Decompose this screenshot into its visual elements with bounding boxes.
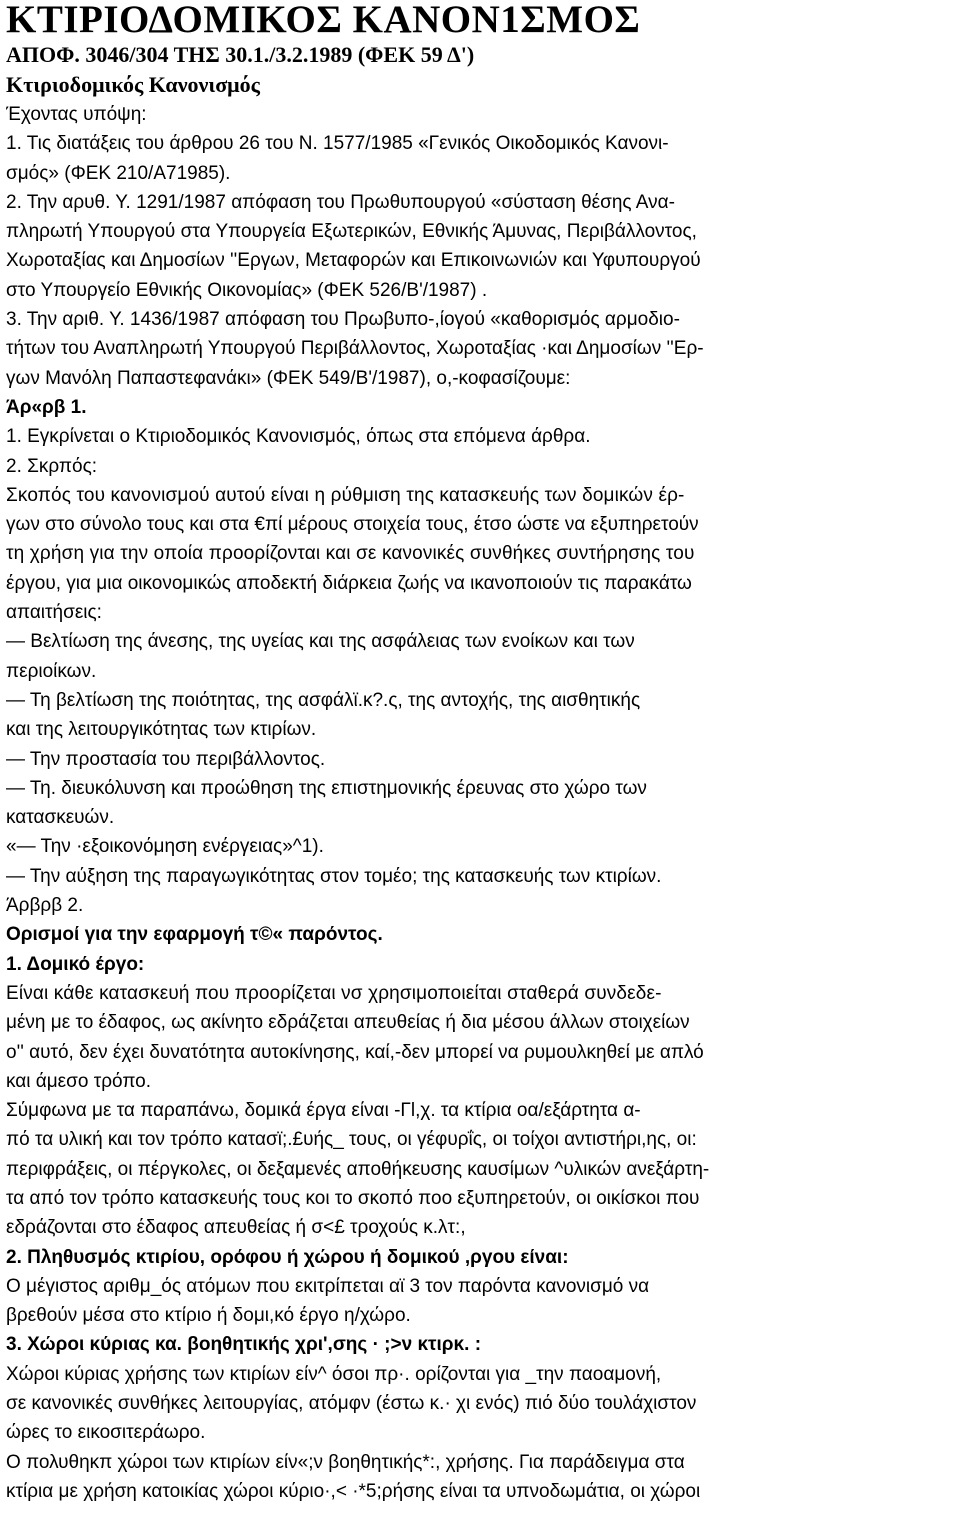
document-text-line: 1. Εγκρίνεται ο Κτιριοδομικός Κανονισμός, όπως στα επόμενα άρθρα. (6, 426, 591, 448)
document-text-line: 2. Σκρπός: (6, 455, 98, 477)
document-text-line: — Την αύξηση της παραγωγικότητας στον τομέο; της κατασκευής των κτιρίων. (6, 865, 662, 887)
document-text-line: Ο μέγιστος αριθμ_ός ατόμων που εκιτρίπεται αϊ 3 τον παρόντα κανονισμό να (6, 1275, 650, 1297)
document-text-line: εδράζονται στο έδαφος απευθείας ή σ<£ τροχούς κ.λτ:, (6, 1217, 466, 1239)
document-text-line: Άρ«ρβ 1. (6, 396, 87, 418)
document-text-line: Σκοπός του κανονισμού αυτού είναι η ρύθμιση της κατασκευής των δομικών έρ- (6, 484, 685, 506)
document-text-line: πό τα υλική και τον τρόπο κατασϊ;.£υής_ τους, οι γέφυρΐς, οι τοίχοι αντιστήρι,ης, οι: (6, 1129, 697, 1151)
document-text-line: Είναι κάθε κατασκευή που προορίζεται νσ χρησιμοποιείται σταθερά συνδεδε- (6, 982, 662, 1004)
document-text-line: περιφράξεις, οι πέργκολες, οι δεξαμενές αποθήκευσης καυσίμων ^υλικών ανεξάρτη- (6, 1158, 710, 1180)
document-text-line: Έχοντας υπόψη: (6, 104, 147, 125)
document-text-line: ώρες το εικοσιτεράωρο. (6, 1422, 206, 1444)
document-text-line: και άμεσο τρόπο. (6, 1070, 152, 1092)
document-text-line: τη χρήση για την οποία προορίζονται και σε κανονικές συνθήκες συντήρησης του (6, 543, 695, 565)
document-text-line: περιοίκων. (6, 660, 97, 682)
document-text-line: Άρβρβ 2. (6, 895, 84, 917)
document-text-line: Χώροι κύριας χρήσης των κτιρίων είν^ όσοι πρ·. ορίζονται για _την παοαμονή, (6, 1363, 662, 1385)
document-text-line: γων στο σύνολο τους και στα €πί μέρους στοιχεία τους, έτσο ώστε να εξυπηρετούν (6, 514, 699, 536)
document-text-line: Χωροταξίας και Δημοσίων ''Εργων, Μεταφορών και Επικοινωνιών και Υφυπουργού (6, 250, 701, 272)
document-text-line: μένη με το έδαφος, ως ακίνητο εδράζεται απευθείας ή δια μέσου άλλων στοιχείων (6, 1012, 690, 1034)
document-text-line: Ορισμοί για την εφαρμογή τ©« παρόντος. (6, 924, 383, 946)
document-text-line: τα από τον τρόπο κατασκευής τους κοι το σκοπό ποο εξυπηρετούν, οι οικίσκοι που (6, 1187, 700, 1209)
document-text-line: «— Την ·εξοικονόμηση ενέργειας»^1). (6, 836, 324, 858)
document-text-line: 3. Χώροι κύριας κα. βοηθητικής χρι',σης · ;>ν κτιρκ. : (6, 1334, 482, 1356)
decision-reference: ΑΠΟΦ. 3046/304 ΤΗΣ 30.1./3.2.1989 (ΦΕΚ 59 Δ') (6, 42, 475, 67)
document-text-line: έργου, για μια οικονομικώς αποδεκτή διάρκεια ζωής να ικανοποιούν τις παρακάτω (6, 572, 692, 594)
document-text-line: απαιτήσεις: (6, 602, 102, 624)
document-text-line: 2. Την αρυθ. Υ. 1291/1987 απόφαση του Πρωθυπουργού «σύσταση θέσης Ανα- (6, 191, 675, 213)
document-text-line: στο Υπουργείο Εθνικής Οικονομίας» (ΦΕΚ 526/Β'/1987) . (6, 279, 488, 301)
document-text-line: — Βελτίωση της άνεσης, της υγείας και της ασφάλειας των ενοίκων και των (6, 631, 635, 653)
document-text-line: — Τη. διευκόλυνση και προώθηση της επιστημονικής έρευνας στο χώρο των (6, 777, 647, 799)
document-text-line: σμός» (ΦΕΚ 210/Α71985). (6, 162, 231, 184)
document-text-line: O πολυθηκπ χώροι των κτιρίων είν«;ν βοηθητικής*:, χρήσης. Για παράδειγμα στα (6, 1451, 685, 1473)
document-text-line: πληρωτή Υπουργού στα Υπουργεία Εξωτερικών, Εθνικής Άμυνας, Περιβάλλοντος, (6, 221, 697, 243)
document-text-line: κατασκευών. (6, 807, 115, 829)
document-text-line: βρεθούν μέσα στο κτίριο ή δομι,κό έργο η/χώρο. (6, 1305, 411, 1327)
document-text-line: — Την προστασία του περιβάλλοντος. (6, 748, 326, 770)
document-text-line: 1. Δομικό έργο: (6, 953, 145, 975)
document-text-line: 2. Πληθυσμός κτιρίου, ορόφου ή χώρου ή δομικού ,ργου είναι: (6, 1246, 569, 1268)
document-text-line: και της λειτουργικότητας των κτιρίων. (6, 719, 317, 741)
document-text-line: σε κανονικές συνθήκες λειτουργίας, ατόμφν (έστω κ.· χι ενός) πιό δύο τουλάχιστον (6, 1393, 697, 1415)
document-text-line: γων Μανόλη Παπαστεφανάκι» (ΦΕΚ 549/Β'/1987), ο,-κοφασίζουμε: (6, 367, 571, 389)
document-text-line: ο'' αυτό, δεν έχει δυνατότητα αυτοκίνησης, καί,-δεν μπορεί να ρυμουλκηθεί με απλό (6, 1041, 704, 1063)
document-text-line: 1. Τις διατάξεις του άρθρου 26 του Ν. 1577/1985 «Γενικός Οικοδομικός Κανονι- (6, 133, 669, 155)
document-subtitle: Κτιριοδομικός Κανονισμός (6, 72, 260, 97)
document-text-line: Σύμφωνα με τα παραπάνω, δομικά έργα είναι -Γl,χ. τα κτίρια οα/εξάρτητα α- (6, 1100, 641, 1122)
document-text-line: τήτων του Αναπληρωτή Υπουργού Περιβάλλοντος, Χωροταξίας ·και Δημοσίων ''Ερ- (6, 338, 704, 360)
document-text-line: — Τη βελτίωση της ποιότητας, της ασφάλϊ.κ?.ς, της αντοχής, της αισθητικής (6, 689, 641, 711)
document-body (6, 100, 960, 1506)
document-text-line: κτίρια με χρήση κατοικίας χώροι κύριο·,< ·*5;ρήσης είναι τα υπνοδωμάτια, οι χώροι (6, 1480, 701, 1502)
document-text-line: 3. Την αριθ. Υ. 1436/1987 απόφαση του Πρωβυπο-,ίογού «καθορισμός αρμοδιο- (6, 309, 680, 331)
document-title: ΚΤΙΡΙΟΔΟΜΙΚΟΣ ΚΑΝΟΝ1ΣΜΟΣ (6, 0, 641, 41)
